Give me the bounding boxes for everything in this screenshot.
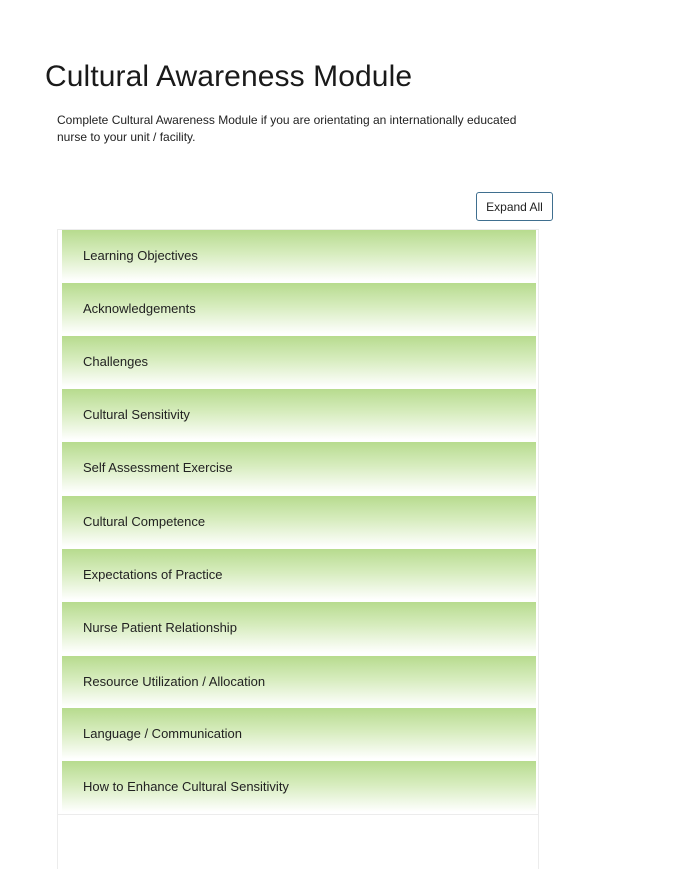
intro-text: Complete Cultural Awareness Module if you are orientating an internationally educated nurse to your unit / facility. (57, 113, 517, 144)
accordion-item-enhance-cultural-sensitivity[interactable] (62, 761, 536, 812)
accordion-item-label: Nurse Patient Relationship (83, 620, 237, 635)
accordion-item-label: Challenges (83, 354, 149, 369)
expand-all-button[interactable]: Expand All (476, 192, 553, 221)
accordion-item-nurse-patient-relationship[interactable] (62, 602, 536, 653)
accordion-item-acknowledgements[interactable] (62, 283, 536, 334)
accordion-item-expectations-of-practice[interactable] (62, 549, 536, 600)
accordion-item-label: Cultural Competence (83, 514, 206, 529)
accordion-item-label: How to Enhance Cultural Sensitivity (83, 779, 289, 794)
accordion-item-label: Resource Utilization / Allocation (83, 674, 266, 689)
accordion-item-label: Acknowledgements (83, 301, 196, 316)
page-title: Cultural Awareness Module (45, 60, 413, 93)
accordion-item-language-communication[interactable] (62, 708, 536, 759)
accordion-item-label: Expectations of Practice (83, 567, 223, 582)
accordion-item-self-assessment-exercise[interactable] (62, 442, 536, 493)
accordion-item-challenges[interactable] (62, 336, 536, 387)
accordion-item-learning-objectives[interactable] (62, 230, 536, 281)
accordion-item-label: Learning Objectives (83, 248, 198, 263)
accordion-item-label: Cultural Sensitivity (83, 407, 190, 422)
accordion-item-cultural-sensitivity[interactable] (62, 389, 536, 440)
accordion-item-label: Language / Communication (83, 726, 242, 741)
accordion-item-label: Self Assessment Exercise (83, 460, 233, 475)
accordion-item-resource-utilization[interactable] (62, 656, 536, 707)
accordion-item-cultural-competence[interactable] (62, 496, 536, 547)
accordion-divider (57, 814, 539, 815)
